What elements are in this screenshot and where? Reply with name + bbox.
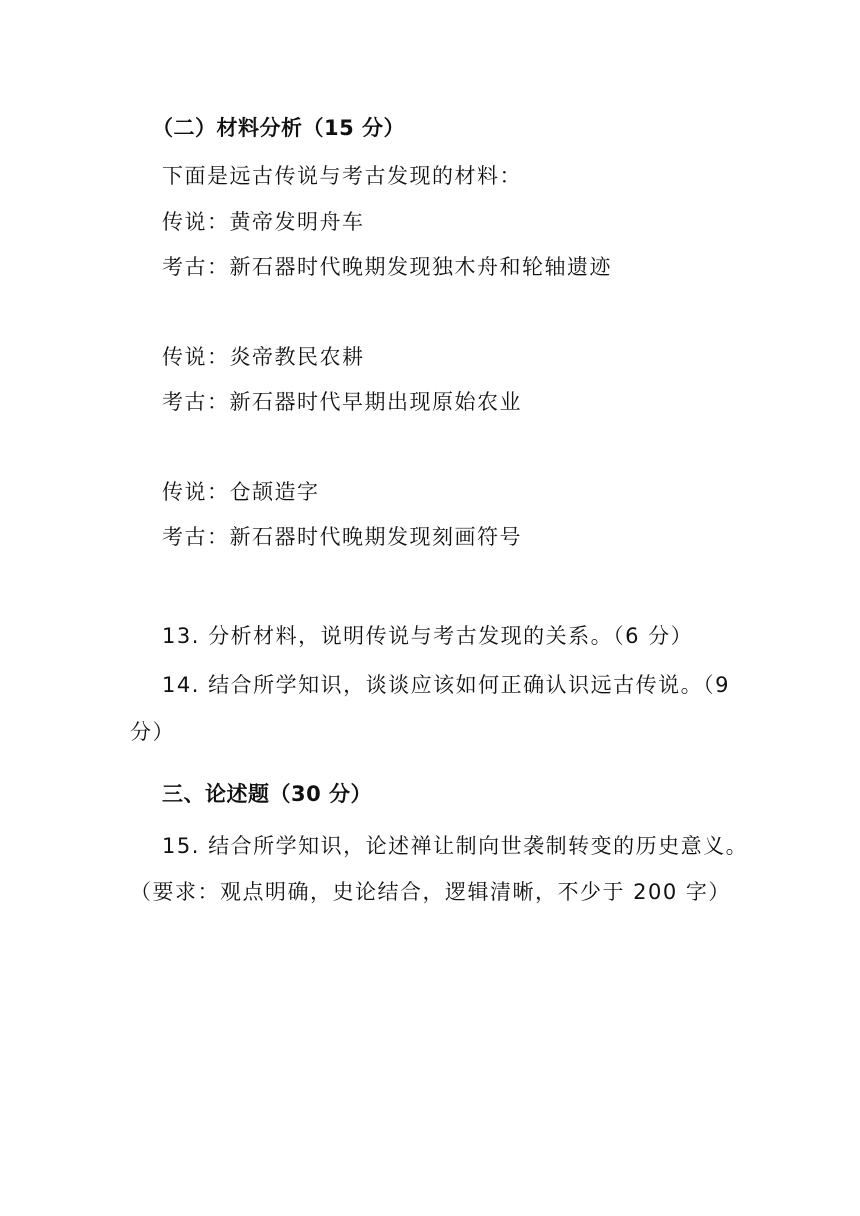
- question-14-line-1: 14. 结合所学知识，谈谈应该如何正确认识远古传说。（9: [162, 673, 730, 697]
- legend-line-3: 传说：仓颉造字: [162, 480, 320, 504]
- legend-line-2: 传说：炎帝教民农耕: [162, 345, 365, 369]
- archaeology-line-1: 考古：新石器时代晚期发现独木舟和轮轴遗迹: [162, 255, 612, 279]
- essay-section-heading: 三、论述题（30 分）: [162, 782, 373, 806]
- question-14-line-2: 分）: [130, 720, 175, 744]
- question-15-line-1: 15. 结合所学知识，论述禅让制向世袭制转变的历史意义。: [162, 834, 749, 858]
- question-15-line-2: （要求：观点明确，史论结合，逻辑清晰，不少于 200 字）: [130, 880, 731, 904]
- question-13: 13. 分析材料，说明传说与考古发现的关系。（6 分）: [162, 624, 694, 648]
- material-intro: 下面是远古传说与考古发现的材料：: [162, 164, 522, 188]
- legend-line-1: 传说：黄帝发明舟车: [162, 210, 365, 234]
- material-analysis-heading: （二）材料分析（15 分）: [152, 116, 406, 140]
- archaeology-line-3: 考古：新石器时代晚期发现刻画符号: [162, 525, 522, 549]
- archaeology-line-2: 考古：新石器时代早期出现原始农业: [162, 390, 522, 414]
